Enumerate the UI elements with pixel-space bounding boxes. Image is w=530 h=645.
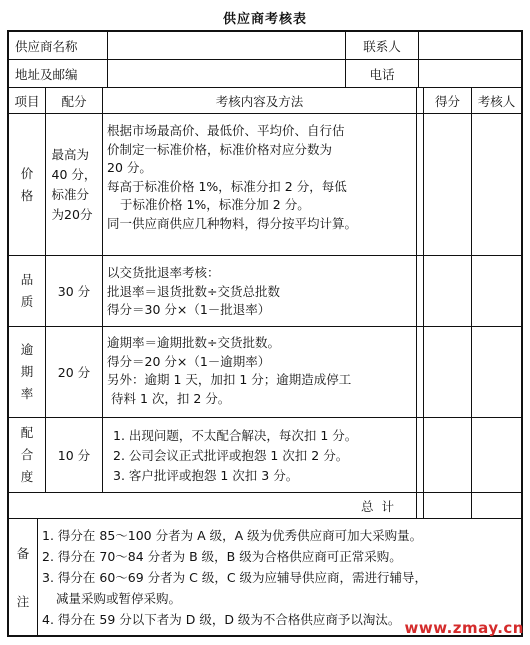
content-line: 待料 1 次，扣 2 分。 xyxy=(111,390,231,406)
content-line: 得分＝20 分×（1－逾期率） xyxy=(107,353,271,369)
allocation-quality: 30 分 xyxy=(57,284,91,299)
col-divider xyxy=(102,87,103,492)
remark-line: 1. 得分在 85～100 分者为 A 级，A 级为优秀供应商可加大采购量。 xyxy=(42,528,423,543)
remarks-content xyxy=(42,525,427,630)
content-price xyxy=(107,122,357,233)
allocation-cooperation: 10 分 xyxy=(57,448,91,463)
remark-line: 4. 得分在 59 分以下者为 D 级，D 级为不合格供应商予以淘汰。 xyxy=(42,612,401,627)
content-cooperation xyxy=(113,426,357,486)
contact-label: 联系人 xyxy=(363,38,401,54)
item-quality xyxy=(9,256,45,326)
item-label: 价 格 xyxy=(20,165,34,203)
content-quality xyxy=(107,264,280,320)
col-header-item: 项目 xyxy=(14,93,40,109)
col-divider xyxy=(37,518,38,637)
remark-line: 2. 得分在 70～84 分者为 B 级，B 级为合格供应商可正常采购。 xyxy=(42,549,402,564)
content-line: 逾期率＝逾期批数÷交货批数。 xyxy=(107,335,280,350)
content-line: 以交货批退率考核： xyxy=(107,265,220,280)
allocation-overdue: 20 分 xyxy=(57,365,91,380)
allocation-line: 最高为 xyxy=(51,146,90,162)
col-divider xyxy=(423,87,424,518)
total-score-field[interactable] xyxy=(424,493,471,518)
col-header-allocation: 配分 xyxy=(61,93,87,109)
address-label: 地址及邮编 xyxy=(15,66,78,82)
col-header-content: 考核内容及方法 xyxy=(215,93,304,109)
content-line: 2. 公司会议正式批评或抱怨 1 次扣 2 分。 xyxy=(113,448,349,463)
item-price xyxy=(9,114,45,255)
phone-field[interactable] xyxy=(419,60,521,87)
content-line: 得分＝30 分×（1－批退率） xyxy=(107,302,271,317)
supplier-name-label: 供应商名称 xyxy=(15,38,78,54)
remark-line: 3. 得分在 60～69 分者为 C 级，C 级为应辅导供应商，需进行辅导， xyxy=(42,570,428,585)
col-divider xyxy=(471,87,472,518)
content-line: 批退率＝退货批数÷交货总批数 xyxy=(107,283,280,299)
form-title: 供应商考核表 xyxy=(222,12,307,27)
content-line: 20 分。 xyxy=(107,160,152,175)
contact-field[interactable] xyxy=(419,32,521,59)
watermark: www.zmay.cn xyxy=(404,619,524,637)
row-divider xyxy=(9,518,521,519)
allocation-price xyxy=(46,114,102,255)
item-cooperation xyxy=(9,418,45,492)
content-line: 价制定一标准价格，标准价格对应分数为 xyxy=(107,141,333,157)
content-line: 根据市场最高价、最低价、平均价、自行估 xyxy=(107,123,345,138)
col-header-assessor: 考核人 xyxy=(477,93,516,109)
remarks-label: 备 注 xyxy=(16,546,30,609)
content-line: 同一供应商供应几种物料，得分按平均计算。 xyxy=(107,215,358,231)
total-label: 总计 xyxy=(360,498,402,514)
item-label: 配 合 度 xyxy=(20,425,34,484)
address-field[interactable] xyxy=(108,60,345,87)
col-header-score: 得分 xyxy=(434,93,460,109)
content-line: 3. 客户批评或抱怨 1 次扣 3 分。 xyxy=(113,468,299,483)
assessment-table xyxy=(7,30,523,637)
content-overdue xyxy=(107,334,351,408)
allocation-line: 标准分 xyxy=(51,186,90,202)
content-line: 另外：逾期 1 天，加扣 1 分；逾期造成停工 xyxy=(107,372,352,387)
content-line: 1. 出现问题，不太配合解决，每次扣 1 分。 xyxy=(113,428,358,443)
col-divider xyxy=(416,87,417,518)
supplier-name-field[interactable] xyxy=(108,32,345,59)
content-line: 于标准价格 1%，标准分加 2 分。 xyxy=(120,197,310,212)
remarks-label-cell xyxy=(9,519,37,637)
item-label: 逾 期 率 xyxy=(20,342,34,401)
phone-label: 电话 xyxy=(369,66,395,82)
content-line: 每高于标准价格 1%，标准分扣 2 分，每低 xyxy=(107,178,347,194)
item-overdue xyxy=(9,327,45,417)
allocation-line: 40 分， xyxy=(51,166,97,182)
allocation-line: 为20分 xyxy=(51,206,93,222)
remark-line: 减量采购或暂停采购。 xyxy=(56,591,182,606)
item-label: 品 质 xyxy=(20,272,34,309)
